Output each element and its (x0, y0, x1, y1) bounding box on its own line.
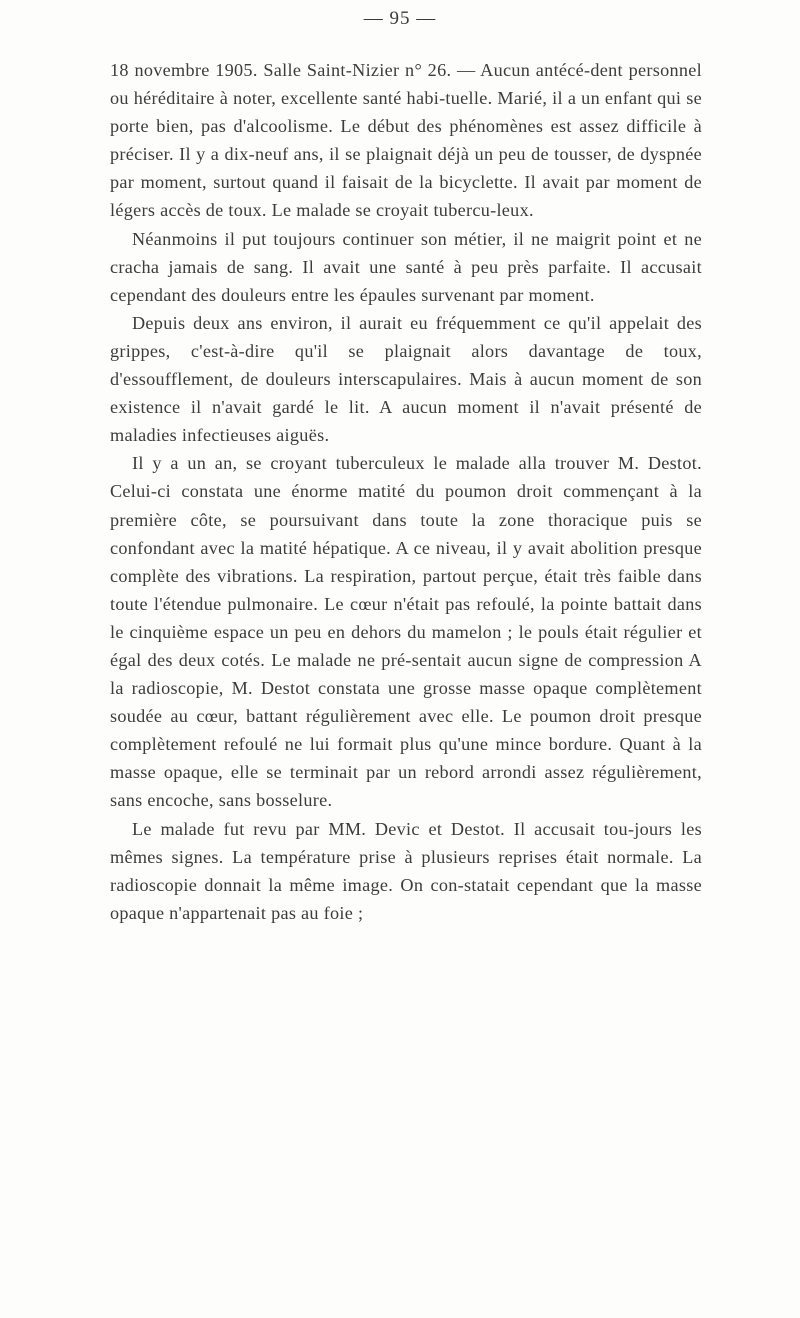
body-text (110, 56, 702, 927)
paragraph-grippes: Depuis deux ans environ, il aurait eu fréquemment ce qu'il appelait des grippes, c'est-à-dire qu'il se plaignait alors davantage de toux, d'essoufflement, de douleurs interscapulaires. Mais à aucun moment de son existence il n'avait gardé le lit. A aucun moment il n'avait présenté de maladies infectieuses aiguës. (110, 312, 702, 446)
paragraph-case-intro: 18 novembre 1905. Salle Saint-Nizier n° 26. — Aucun antécé-dent personnel ou héréditaire à noter, excellente santé habi-tuelle. Marié, il a un enfant qui se porte bien, pas d'alcoolisme. Le début des phénomènes est assez difficile à préciser. Il y a dix-neuf ans, il se plaignait déjà un peu de tousser, de dyspnée par moment, surtout quand il faisait de la bicyclette. Il avait par moment de légers accès de toux. Le malade se croyait tubercu-leux. (110, 60, 702, 221)
page-number: — 95 — (363, 8, 437, 29)
paragraph-followup: Le malade fut revu par MM. Devic et Destot. Il accusait tou-jours les mêmes signes. La température prise à plusieurs reprises était normale. La radioscopie donnait la même image. On con-statait cependant que la masse opaque n'appartenait pas au foie ; (110, 818, 702, 923)
paragraph-examination: Il y a un an, se croyant tuberculeux le malade alla trouver M. Destot. Celui-ci constata une énorme matité du poumon droit commençant à la première côte, se poursuivant dans toute la zone thoracique puis se confondant avec la matité hépatique. A ce niveau, il y avait abolition presque complète des vibrations. La respiration, partout perçue, était très faible dans toute l'étendue pulmonaire. Le cœur n'était pas refoulé, la pointe battait dans le cinquième espace un peu en dehors du mamelon ; le pouls était régulier et égal des deux cotés. Le malade ne pré-sentait aucun signe de compression A la radioscopie, M. Destot constata une grosse masse opaque complètement soudée au cœur, battant régulièrement avec elle. Le poumon droit presque complètement refoulé ne lui formait plus qu'une mince bordure. Quant à la masse opaque, elle se terminait par un rebord arrondi assez régulièrement, sans encoche, sans bosselure. (110, 453, 702, 811)
paragraph-health: Néanmoins il put toujours continuer son métier, il ne maigrit point et ne cracha jamais de sang. Il avait une santé à peu près parfaite. Il accusait cependant des douleurs entre les épaules survenant par moment. (110, 228, 702, 305)
